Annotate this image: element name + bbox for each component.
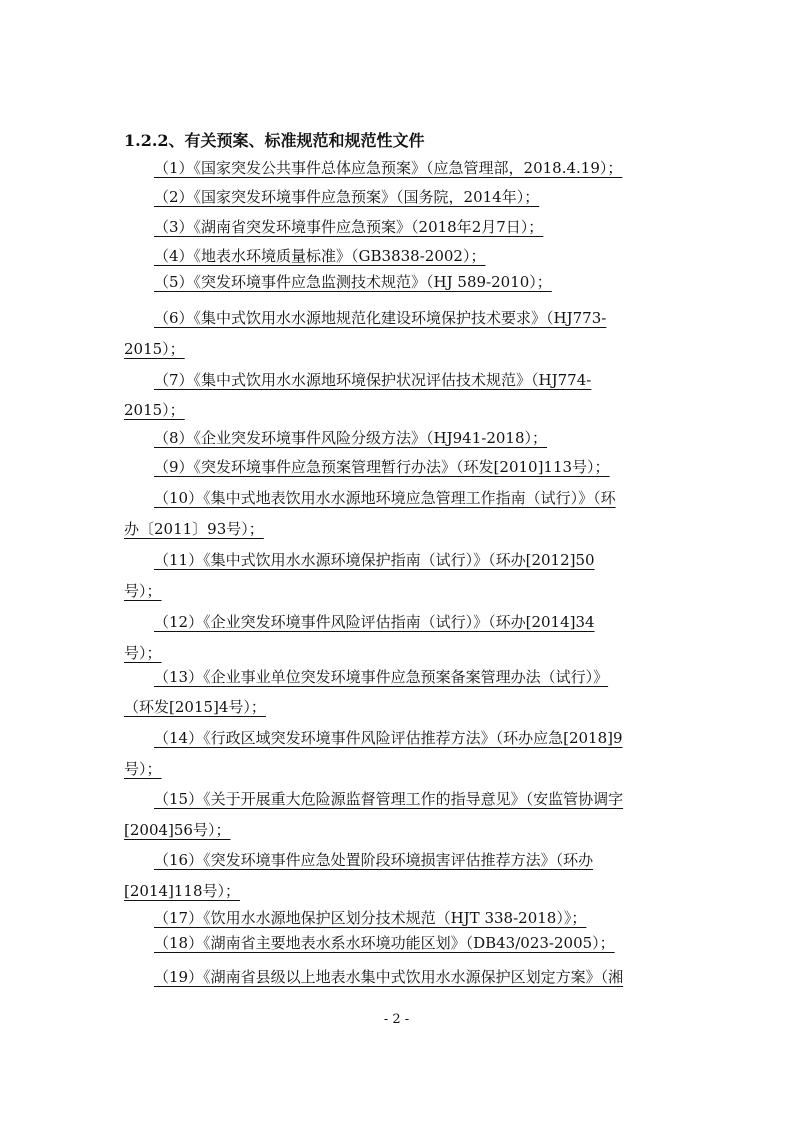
reference-item-6-cont: 2015）； <box>124 340 185 358</box>
reference-item-13-cont: （环发[2015]4号）； <box>124 698 266 716</box>
reference-item-18: （18）《湖南省主要地表水系水环境功能区划》（DB43/023-2005）； <box>154 934 615 952</box>
reference-item-16-cont: [2014]118号）； <box>124 882 241 900</box>
section-heading: 1.2.2、有关预案、标准规范和规范性文件 <box>124 131 425 150</box>
reference-item-17: （17）《饮用水水源地保护区划分技术规范（HJT 338-2018）》； <box>154 909 587 927</box>
reference-item-11-cont: 号）； <box>124 582 162 600</box>
reference-item-15-cont: [2004]56号）； <box>124 821 231 839</box>
reference-item-10-cont: 办〔2011〕93号）； <box>124 520 264 538</box>
reference-item-12-cont: 号）； <box>124 644 162 662</box>
reference-item-3: （3）《湖南省突发环境事件应急预案》（2018年2月7日）； <box>154 218 544 236</box>
page-number: - 2 - <box>383 1012 410 1027</box>
reference-item-14: （14）《行政区域突发环境事件风险评估推荐方法》（环办应急[2018]9 <box>154 729 623 747</box>
reference-item-1: （1）《国家突发公共事件总体应急预案》（应急管理部，2018.4.19）； <box>154 159 623 177</box>
reference-item-9: （9）《突发环境事件应急预案管理暂行办法》（环发[2010]113号）； <box>154 458 610 476</box>
reference-item-14-cont: 号）； <box>124 760 162 778</box>
reference-item-12: （12）《企业突发环境事件风险评估指南（试行）》（环办[2014]34 <box>154 613 595 631</box>
reference-item-13: （13）《企业事业单位突发环境事件应急预案备案管理办法（试行）》 <box>154 668 609 686</box>
reference-item-11: （11）《集中式饮用水水源环境保护指南（试行）》（环办[2012]50 <box>154 551 595 569</box>
reference-item-8: （8）《企业突发环境事件风险分级方法》（HJ941-2018）； <box>154 429 548 447</box>
reference-item-10: （10）《集中式地表饮用水水源地环境应急管理工作指南（试行）》（环 <box>154 489 616 507</box>
reference-item-7: （7）《集中式饮用水水源地环境保护状况评估技术规范》（HJ774- <box>154 371 592 389</box>
reference-item-19: （19）《湖南省县级以上地表水集中式饮用水水源保护区划定方案》（湘 <box>154 968 624 986</box>
reference-item-4: （4）《地表水环境质量标准》（GB3838-2002）； <box>154 247 486 265</box>
reference-item-5: （5）《突发环境事件应急监测技术规范》（HJ 589-2010）； <box>154 273 552 291</box>
reference-item-2: （2）《国家突发环境事件应急预案》（国务院，2014年）； <box>154 188 540 206</box>
reference-item-16: （16）《突发环境事件应急处置阶段环境损害评估推荐方法》（环办 <box>154 851 594 869</box>
reference-item-6: （6）《集中式饮用水水源地规范化建设环境保护技术要求》（HJ773- <box>154 309 607 327</box>
reference-item-7-cont: 2015）； <box>124 401 185 419</box>
reference-item-15: （15）《关于开展重大危险源监督管理工作的指导意见》（安监管协调字 <box>154 790 624 808</box>
